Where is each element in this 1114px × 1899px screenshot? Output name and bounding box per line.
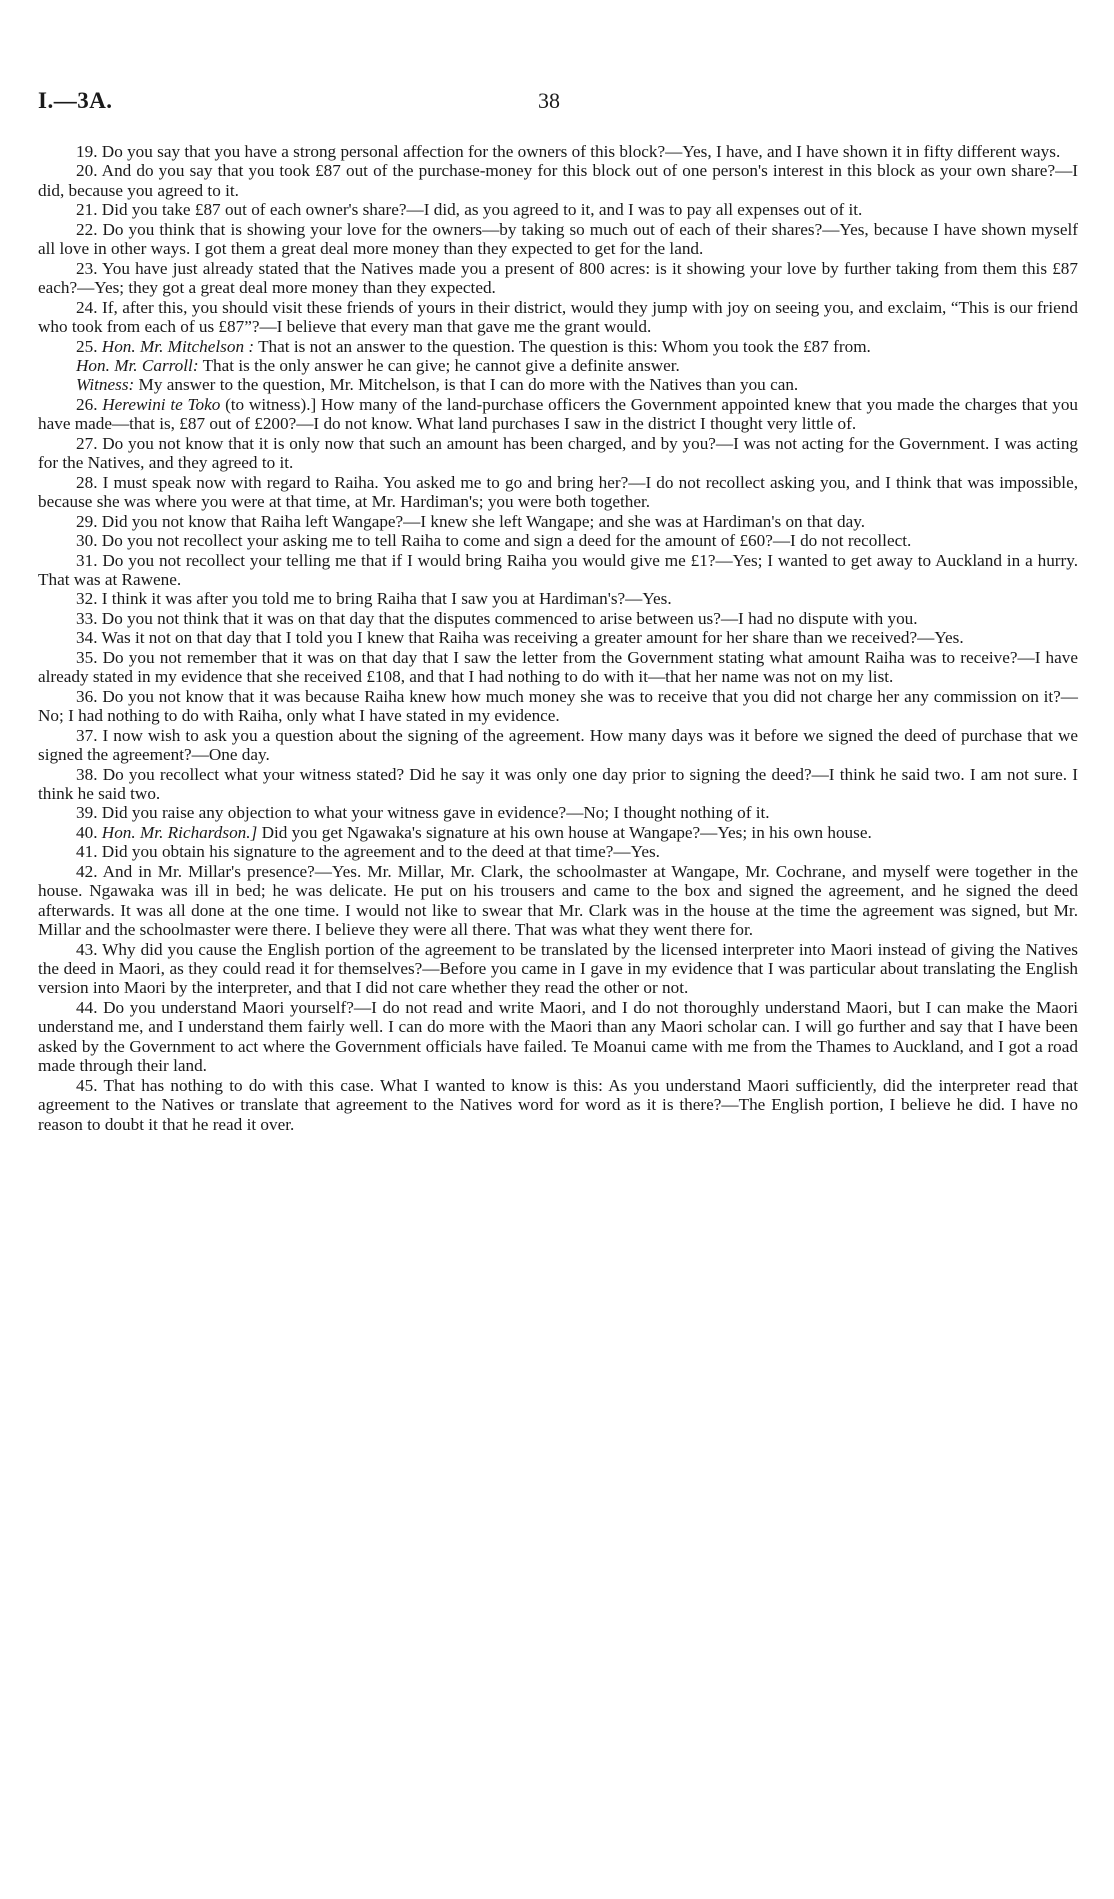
question-paragraph <box>38 298 1078 337</box>
speaker-name: Hon. Mr. Mitchelson : <box>101 336 255 356</box>
paragraph-text: Do you not know that it is only now that such an amount has been charged, and by you?—I was not acting for the Government. I was acting for the Natives, and they agreed to it. <box>38 433 1079 473</box>
paragraph-text: You have just already stated that the Natives made you a present of 800 acres: is it showing your love by further taking from them this £87 each?—Yes; they got a great deal more money than they expected. <box>38 258 1078 298</box>
paragraph-text: Why did you cause the English portion of the agreement to be translated by the licensed interpreter into Maori instead of giving the Natives the deed in Maori, as they could read it for themselves?—Before you came in I gave in my evidence that I was particular about translating the English version into Maori by the interpreter, and that I did not care whether they read the other or not. <box>38 939 1078 998</box>
question-number: 22. <box>76 219 98 239</box>
question-paragraph <box>38 161 1078 200</box>
paragraph-text: Do you understand Maori yourself?—I do not read and write Maori, and I do not thoroughly understand Maori, but I can make the Maori understand me, and I understand them fairly well. I can do more with the Maori than any Maori scholar can. I will go further and say that I have been asked by the Government to act where the Government officials have failed. Te Moanui came with me from the Thames to Auckland, and I got a road made through their land. <box>38 997 1078 1076</box>
paragraph-text: Did you obtain his signature to the agreement and to the deed at that time?—Yes. <box>101 842 660 862</box>
question-number: 37. <box>76 725 98 745</box>
question-number: 28. <box>76 472 98 492</box>
speaker-name: Herewini te Toko <box>102 394 221 414</box>
paragraph-text: That has nothing to do with this case. What I wanted to know is this: As you understand Maori sufficiently, did the interpreter read that agreement to the Natives or translate that agreement to the Natives word for word as it is there?—The English portion, I believe he did. I have no reason to doubt it that he read it over. <box>38 1075 1078 1134</box>
question-paragraph <box>38 551 1078 590</box>
question-paragraph <box>38 337 1078 356</box>
question-number: 25. <box>76 336 98 356</box>
question-paragraph <box>38 862 1078 940</box>
paragraph-text: Did you raise any objection to what your witness gave in evidence?—No; I thought nothing of it. <box>101 803 770 823</box>
question-number: 30. <box>76 531 98 551</box>
question-number: 40. <box>76 822 98 842</box>
paragraph-text: Did you get Ngawaka's signature at his own house at Wangape?—Yes; in his own house. <box>261 822 872 842</box>
question-number: 34. <box>76 628 98 648</box>
paragraph-text: Did you take £87 out of each owner's share?—I did, as you agreed to it, and I was to pay all expenses out of it. <box>101 200 863 220</box>
question-paragraph <box>38 609 1078 628</box>
question-paragraph <box>38 628 1078 647</box>
paragraph-text: Do you not think that it was on that day that the disputes commenced to arise between us?—I had no dispute with you. <box>101 608 918 628</box>
question-paragraph <box>38 940 1078 998</box>
paragraph-text: And in Mr. Millar's presence?—Yes. Mr. Millar, Mr. Clark, the schoolmaster at Wangape, Mr. Cochrane, and myself were together in the house. Ngawaka was ill in bed; he was delicate. He put on his trousers and came to the box and signed the agreement, and he signed the deed afterwards. It was all done at the one time. I would not like to swear that Mr. Clark was in the house at the time the agreement was signed, but Mr. Millar and the schoolmaster were there. I believe they were all there. That was what they went there for. <box>38 861 1078 940</box>
question-paragraph <box>38 998 1078 1076</box>
question-paragraph <box>38 259 1078 298</box>
paragraph-text: Do you think that is showing your love for the owners—by taking so much out of each of their shares?—Yes, because I have shown myself all love in other ways. I got them a great deal more money than they expected to get for the land. <box>38 219 1079 259</box>
paragraph-text: If, after this, you should visit these friends of yours in their district, would they jump with joy on seeing you, and exclaim, “This is our friend who took from each of us £87”?—I believe that every man that gave me the grant would. <box>38 297 1078 337</box>
paragraph-text: I now wish to ask you a question about the signing of the agreement. How many days was it before we signed the deed of purchase that we signed the agreement?—One day. <box>38 725 1079 765</box>
question-number: 21. <box>76 200 98 220</box>
paragraph-text: Do you not recollect your asking me to tell Raiha to come and sign a deed for the amount of £60?—I do not recollect. <box>101 531 912 551</box>
question-number: 41. <box>76 842 98 862</box>
page-number: 38 <box>538 88 560 113</box>
question-number: 35. <box>76 647 98 667</box>
question-paragraph <box>38 200 1078 219</box>
question-number: 31. <box>76 550 98 570</box>
evidence-transcript <box>38 142 1078 1134</box>
paragraph-text: That is the only answer he can give; he cannot give a definite answer. <box>202 355 680 375</box>
question-paragraph <box>38 395 1078 434</box>
question-paragraph <box>38 375 1078 394</box>
page-header <box>38 88 1078 118</box>
question-paragraph <box>38 434 1078 473</box>
question-number: 39. <box>76 803 98 823</box>
paragraph-text: Do you not recollect your telling me that if I would bring Raiha you would give me £1?—Yes; I wanted to get away to Auckland in a hurry. That was at Rawene. <box>38 550 1079 589</box>
question-number: 38. <box>76 764 98 784</box>
question-paragraph <box>38 823 1078 842</box>
speaker-name: Hon. Mr. Richardson.] <box>101 822 258 842</box>
question-number: 20. <box>76 161 98 181</box>
paragraph-text: That is not an answer to the question. The question is this: Whom you took the £87 from. <box>258 336 871 356</box>
paragraph-text: Was it not on that day that I told you I knew that Raiha was receiving a greater amount for her share than we received?—Yes. <box>101 628 964 648</box>
question-number: 36. <box>76 686 98 706</box>
question-paragraph <box>38 803 1078 822</box>
question-paragraph <box>38 765 1078 804</box>
question-number: 32. <box>76 589 98 609</box>
question-paragraph <box>38 220 1078 259</box>
question-paragraph <box>38 473 1078 512</box>
paragraph-text: Do you not know that it was because Raiha knew how much money she was to receive that you did not charge her any commission on it?—No; I had nothing to do with Raiha, only what I have stated in my evidence. <box>38 686 1078 726</box>
paragraph-text: I must speak now with regard to Raiha. You asked me to go and bring her?—I do not recollect asking you, and I think that was impossible, because she was where you were at that time, at Mr. Hardiman's; you were both together. <box>38 472 1079 512</box>
question-paragraph <box>38 531 1078 550</box>
question-paragraph <box>38 648 1078 687</box>
question-number: 45. <box>76 1075 98 1095</box>
question-number: 24. <box>76 297 98 317</box>
question-paragraph <box>38 687 1078 726</box>
question-number: 42. <box>76 861 98 881</box>
question-number: 44. <box>76 997 98 1017</box>
question-number: 43. <box>76 939 98 959</box>
paragraph-text: (to witness).] How many of the land-purchase officers the Government appointed knew that you made the charges that you have made—that is, £87 out of £200?—I do not know. What land purchases I saw in the district I thought very little of. <box>38 394 1079 434</box>
paragraph-text: Did you not know that Raiha left Wangape?—I knew she left Wangape; and she was at Hardiman's on that day. <box>101 511 865 531</box>
question-paragraph <box>38 842 1078 861</box>
question-paragraph <box>38 142 1078 161</box>
question-paragraph <box>38 356 1078 375</box>
paragraph-text: My answer to the question, Mr. Mitchelson, is that I can do more with the Natives than you can. <box>138 375 799 395</box>
paragraph-text: Do you recollect what your witness stated? Did he say it was only one day prior to signing the deed?—I think he said two. I am not sure. I think he said two. <box>38 764 1079 803</box>
question-number: 26. <box>76 394 98 414</box>
speaker-name: Hon. Mr. Carroll: <box>76 355 199 375</box>
question-paragraph <box>38 589 1078 608</box>
question-number: 33. <box>76 608 98 628</box>
question-paragraph <box>38 726 1078 765</box>
speaker-name: Witness: <box>76 375 135 395</box>
paragraph-text: Do you say that you have a strong personal affection for the owners of this block?—Yes, I have, and I have shown it in fifty different ways. <box>101 142 1061 161</box>
question-number: 29. <box>76 511 98 531</box>
question-number: 23. <box>76 258 98 278</box>
question-number: 19. <box>76 142 98 161</box>
paragraph-text: I think it was after you told me to bring Raiha that I saw you at Hardiman's?—Yes. <box>101 589 672 609</box>
document-reference: I.—3A. <box>38 88 113 113</box>
question-number: 27. <box>76 433 98 453</box>
question-paragraph <box>38 512 1078 531</box>
paragraph-text: And do you say that you took £87 out of the purchase-money for this block out of one person's interest in this block as your own share?—I did, because you agreed to it. <box>38 161 1078 200</box>
question-paragraph <box>38 1076 1078 1134</box>
paragraph-text: Do you not remember that it was on that day that I saw the letter from the Government stating what amount Raiha was to receive?—I have already stated in my evidence that she received £108, and that I had nothing to do with it—that her name was not on my list. <box>38 647 1079 687</box>
